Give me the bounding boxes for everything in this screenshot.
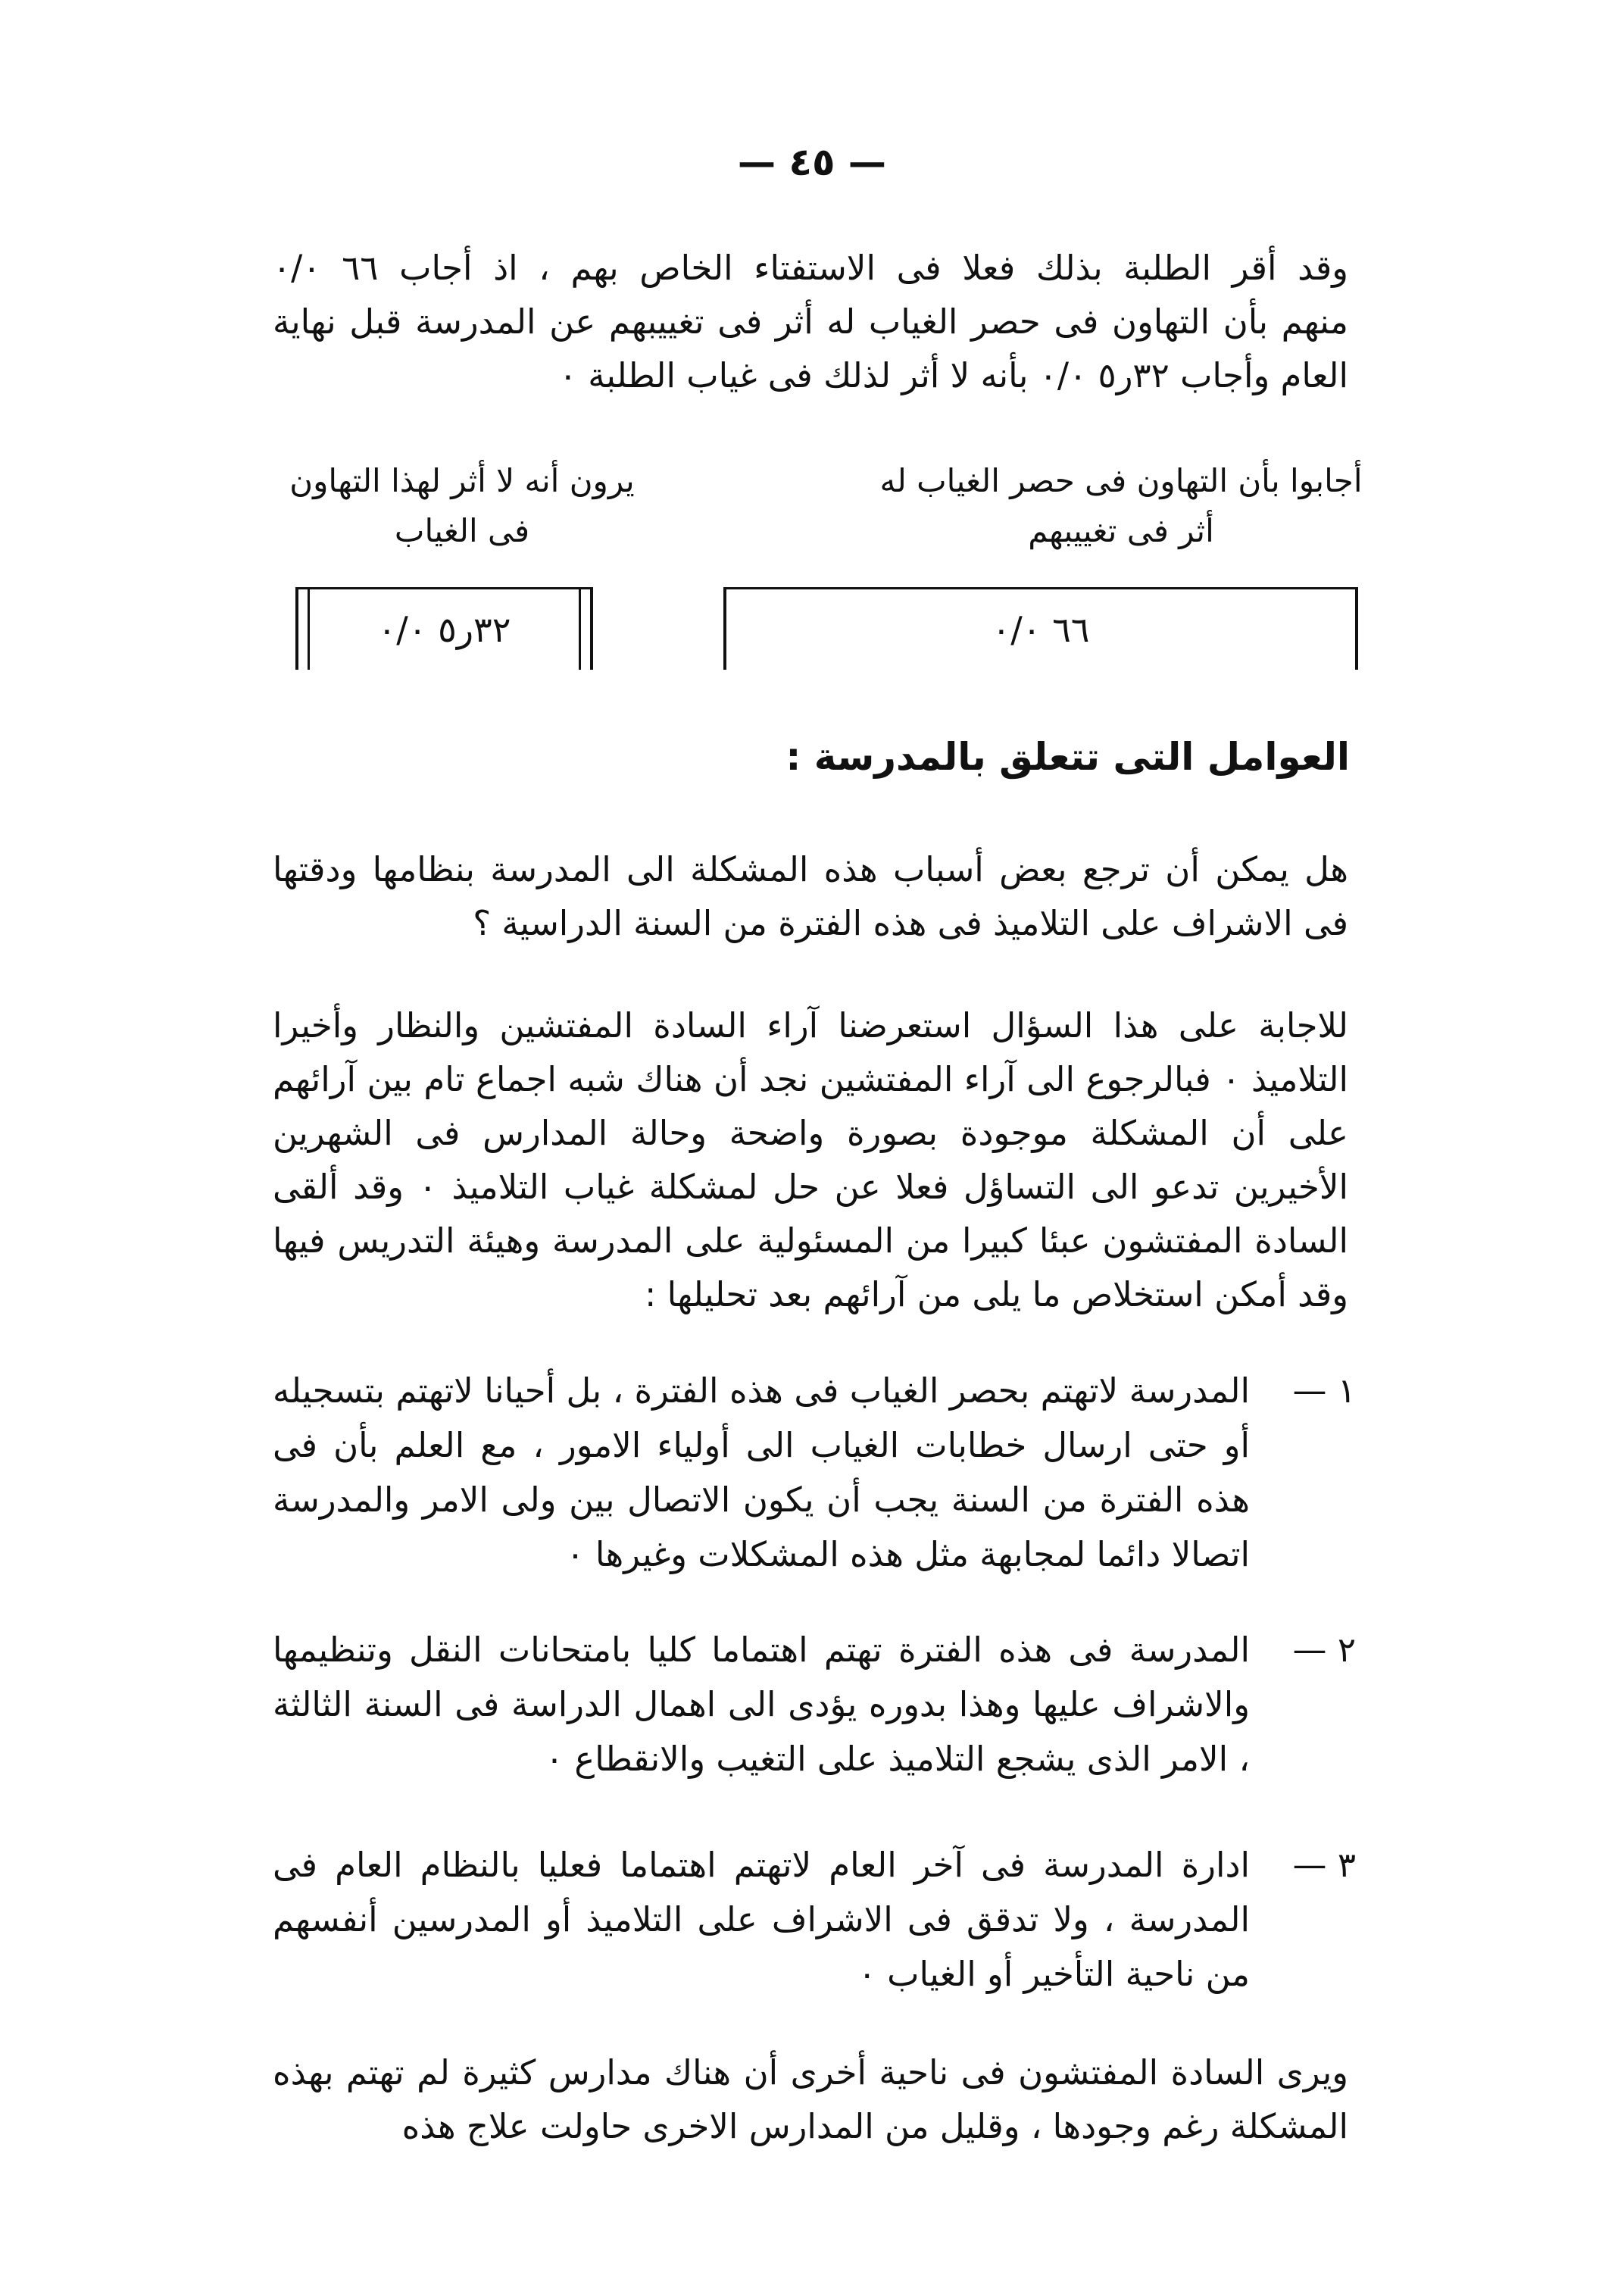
list-item-number: ٣ — (1292, 1845, 1356, 1885)
table-cell-yes (723, 587, 1358, 670)
list-item-text: المدرسة فى هذه الفترة تهتم اهتماما كليا بامتحانات النقل وتنظيمها والاشراف عليها وهذا بدوره يؤدى الى اهمال الدراسة فى السنة الثالثة ، الامر الذى يشجع التلاميذ على التغيب والانقطاع ٠ (273, 1630, 1250, 1779)
table-value-yes: ٦٦ ٠/٠ (992, 609, 1090, 650)
list-item-number: ١ — (1292, 1371, 1356, 1411)
closing-paragraph: ويرى السادة المفتشون فى ناحية أخرى أن هناك مدارس كثيرة لم تهتم بهذه المشكلة رغم وجودها ، وقليل من المدارس الاخرى حاولت علاج هذه (273, 2052, 1348, 2146)
section-heading: العوامل التى تتعلق بالمدرسة : (785, 735, 1350, 779)
analysis-paragraph: للاجابة على هذا السؤال استعرضنا آراء السادة المفتشين والنظار وأخيرا التلاميذ ٠ فبالرجوع الى آراء المفتشين نجد أن هناك شبه اجماع تام بين آرائهم على أن المشكلة موجودة بصورة واضحة وحالة المدارس فى الشهرين الأخيرين تدعو الى التساؤل فعلا عن حل لمشكلة غياب التلاميذ ٠ وقد ألقى السادة المفتشون عبئا كبيرا من المسئولية على المدرسة وهيئة التدريس فيها وقد أمكن استخلاص ما يلى من آرائهم بعد تحليلها : (273, 1005, 1348, 1314)
paragraph-line: العام وأجاب ٣٢ر٥ ٠/٠ بأنه لا أثر لذلك فى غياب الطلبة ٠ (558, 355, 1348, 395)
page-number: — ٤٥ — (738, 140, 886, 184)
table-value-no: ٣٢ر٥ ٠/٠ (377, 609, 511, 650)
question-paragraph: هل يمكن أن ترجع بعض أسباب هذه المشكلة الى المدرسة بنظامها ودقتها فى الاشراف على التلاميذ فى هذه الفترة من السنة الدراسية ؟ (273, 849, 1348, 943)
table-cell-no (295, 587, 593, 670)
intro-paragraph (273, 241, 1348, 402)
table-header-no: يرون أنه لا أثر لهذا التهاون فى الغياب (289, 462, 635, 549)
list-item-text: المدرسة لاتهتم بحصر الغياب فى هذه الفترة ، بل أحيانا لاتهتم بتسجيله أو حتى ارسال خطابات الغياب الى أولياء الامور ، مع العلم بأن فى هذه الفترة من السنة يجب أن يكون الاتصال بين ولى الامر والمدرسة اتصالا دائما لمجابهة مثل هذه المشكلات وغيرها ٠ (273, 1371, 1250, 1574)
table-header-yes: أجابوا بأن التهاون فى حصر الغياب له أثر فى تغييبهم (879, 462, 1363, 549)
paragraph-line: وقد أقر الطلبة بذلك فعلا فى الاستفتاء الخاص بهم ، اذ أجاب ٦٦ ٠/٠ (273, 248, 1348, 288)
list-item-text: ادارة المدرسة فى آخر العام لاتهتم اهتماما فعليا بالنظام العام فى المدرسة ، ولا تدقق فى الاشراف على التلاميذ أو المدرسين أنفسهم من ناحية التأخير أو الغياب ٠ (273, 1845, 1250, 1994)
list-item-number: ٢ — (1292, 1630, 1356, 1670)
paragraph-line: منهم بأن التهاون فى حصر الغياب له أثر فى تغييبهم عن المدرسة قبل نهاية (273, 302, 1348, 342)
